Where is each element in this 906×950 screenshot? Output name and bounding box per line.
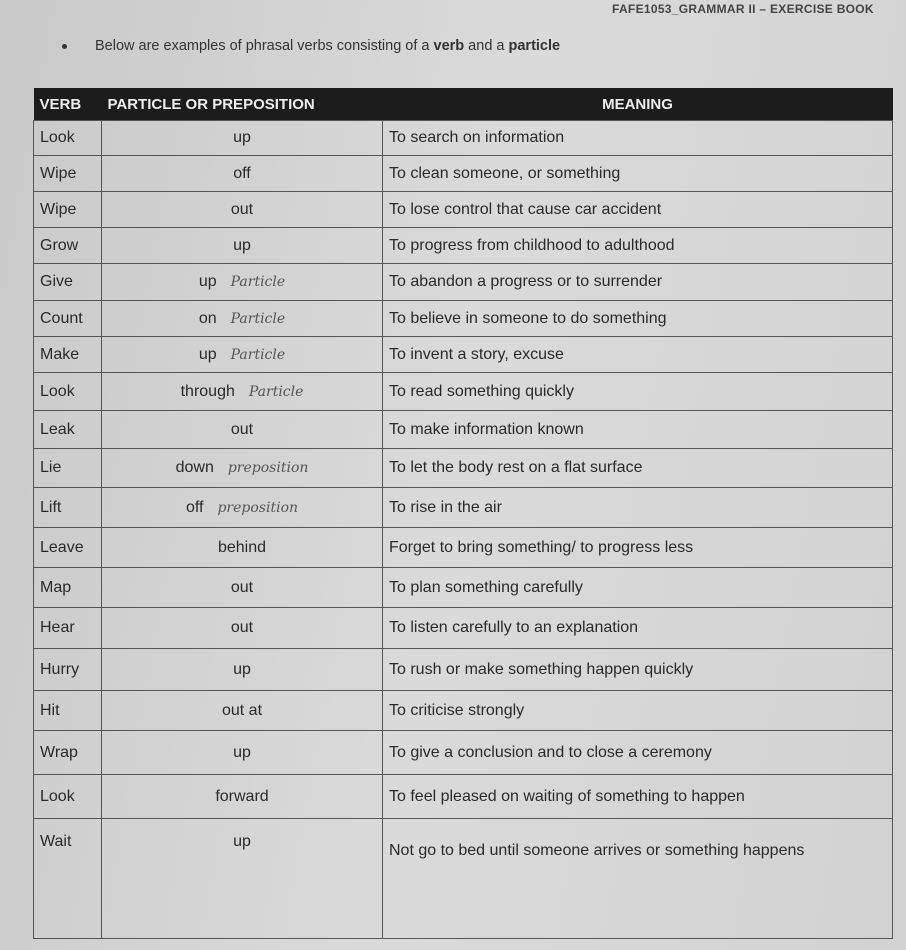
- intro-mid: and a: [464, 38, 509, 54]
- meaning-cell: Forget to bring something/ to progress less: [383, 528, 893, 568]
- verb-cell: Leave: [34, 528, 102, 568]
- phrasal-verbs-table: [33, 88, 893, 939]
- handwritten-note: preposition: [217, 499, 299, 516]
- meaning-cell: To read something quickly: [383, 373, 893, 411]
- particle-cell: [102, 568, 383, 608]
- column-header-particle: PARTICLE OR PREPOSITION: [102, 88, 383, 121]
- particle-text: out: [230, 578, 254, 596]
- meaning-cell: To let the body rest on a flat surface: [383, 449, 893, 488]
- particle-cell: [102, 775, 383, 819]
- particle-cell: [102, 608, 383, 649]
- verb-cell: Look: [34, 121, 102, 156]
- table-row: [34, 568, 893, 608]
- particle-text: out: [230, 200, 254, 218]
- particle-cell: [102, 337, 383, 373]
- meaning-cell: To make information known: [383, 411, 893, 449]
- verb-cell: Hurry: [34, 649, 102, 691]
- table-row: [34, 411, 893, 449]
- particle-text: up: [198, 273, 217, 290]
- particle-text: out: [230, 420, 254, 438]
- verb-cell: Map: [34, 568, 102, 608]
- verb-cell: Wait: [34, 819, 102, 939]
- verb-cell: Grow: [34, 228, 102, 264]
- particle-text: up: [198, 345, 217, 363]
- table-row: [34, 731, 893, 775]
- particle-cell: [102, 373, 383, 411]
- table-row: [34, 337, 893, 373]
- meaning-cell: To lose control that cause car accident: [383, 192, 893, 228]
- meaning-cell: To abandon a progress or to surrender: [383, 264, 893, 301]
- verb-cell: Give: [34, 264, 102, 301]
- particle-cell: [102, 691, 383, 731]
- table-header: [34, 88, 893, 121]
- particle-cell: [102, 228, 383, 264]
- particle-cell: [102, 121, 383, 156]
- particle-text: off: [233, 164, 251, 182]
- verb-cell: Hit: [34, 691, 102, 731]
- table-row: [34, 156, 893, 192]
- verb-cell: Wrap: [34, 731, 102, 775]
- handwritten-note: preposition: [227, 460, 309, 476]
- document-header: FAFE1053_GRAMMAR II – EXERCISE BOOK: [612, 2, 874, 16]
- particle-text: off: [185, 498, 204, 516]
- verb-cell: Wipe: [34, 156, 102, 192]
- handwritten-note: Particle: [230, 346, 286, 363]
- meaning-cell: To feel pleased on waiting of something to happen: [383, 775, 893, 819]
- particle-text: up: [233, 743, 251, 761]
- particle-text: through: [180, 382, 235, 400]
- particle-text: down: [175, 459, 214, 476]
- verb-cell: Leak: [34, 411, 102, 449]
- particle-cell: [102, 264, 383, 301]
- particle-cell: [102, 301, 383, 337]
- table-row: [34, 264, 893, 301]
- table-row: [34, 488, 893, 528]
- verb-cell: Lift: [34, 488, 102, 528]
- meaning-cell: To give a conclusion and to close a ceremony: [383, 731, 893, 775]
- particle-text: up: [233, 236, 251, 254]
- intro-text: [62, 38, 560, 54]
- table-row: [34, 528, 893, 568]
- meaning-cell: Not go to bed until someone arrives or something happens: [383, 819, 893, 939]
- meaning-cell: To rush or make something happen quickly: [383, 649, 893, 691]
- particle-cell: [102, 449, 383, 488]
- verb-cell: Lie: [34, 449, 102, 488]
- verb-cell: Hear: [34, 608, 102, 649]
- meaning-cell: To rise in the air: [383, 488, 893, 528]
- particle-text: behind: [217, 538, 267, 556]
- particle-cell: [102, 192, 383, 228]
- table-row: [34, 301, 893, 337]
- particle-cell: [102, 528, 383, 568]
- intro-pre: Below are examples of phrasal verbs consisting of a: [95, 38, 434, 54]
- particle-text: up: [233, 833, 251, 850]
- particle-text: up: [233, 129, 251, 146]
- particle-cell: [102, 156, 383, 192]
- meaning-cell: To listen carefully to an explanation: [383, 608, 893, 649]
- particle-cell: [102, 819, 383, 939]
- table-row: [34, 449, 893, 488]
- particle-text: out: [230, 619, 254, 636]
- table-row: [34, 373, 893, 411]
- verb-cell: Make: [34, 337, 102, 373]
- particle-text: on: [198, 309, 217, 327]
- particle-text: up: [233, 660, 251, 678]
- particle-text: forward: [215, 787, 269, 805]
- meaning-cell: To clean someone, or something: [383, 156, 893, 192]
- table-row: [34, 819, 893, 939]
- meaning-cell: To progress from childhood to adulthood: [383, 228, 893, 264]
- column-header-meaning: MEANING: [383, 88, 893, 121]
- verb-cell: Look: [34, 775, 102, 819]
- particle-cell: [102, 649, 383, 691]
- particle-cell: [102, 731, 383, 775]
- handwritten-note: Particle: [230, 310, 286, 327]
- column-header-verb: VERB: [34, 88, 102, 121]
- table-row: [34, 121, 893, 156]
- table-row: [34, 775, 893, 819]
- meaning-cell: To plan something carefully: [383, 568, 893, 608]
- meaning-cell: To search on information: [383, 121, 893, 156]
- meaning-cell: To invent a story, excuse: [383, 337, 893, 373]
- table-row: [34, 608, 893, 649]
- handwritten-note: Particle: [230, 274, 286, 290]
- intro-bold-verb: verb: [433, 38, 465, 54]
- table-row: [34, 691, 893, 731]
- meaning-cell: To criticise strongly: [383, 691, 893, 731]
- verb-cell: Look: [34, 373, 102, 411]
- particle-text: out at: [221, 701, 263, 719]
- table-row: [34, 192, 893, 228]
- particle-cell: [102, 411, 383, 449]
- table-row: [34, 228, 893, 264]
- handwritten-note: Particle: [248, 383, 304, 400]
- bullet-icon: [62, 44, 67, 49]
- meaning-cell: To believe in someone to do something: [383, 301, 893, 337]
- intro-bold-particle: particle: [508, 38, 561, 54]
- table-row: [34, 649, 893, 691]
- particle-cell: [102, 488, 383, 528]
- verb-cell: Wipe: [34, 192, 102, 228]
- verb-cell: Count: [34, 301, 102, 337]
